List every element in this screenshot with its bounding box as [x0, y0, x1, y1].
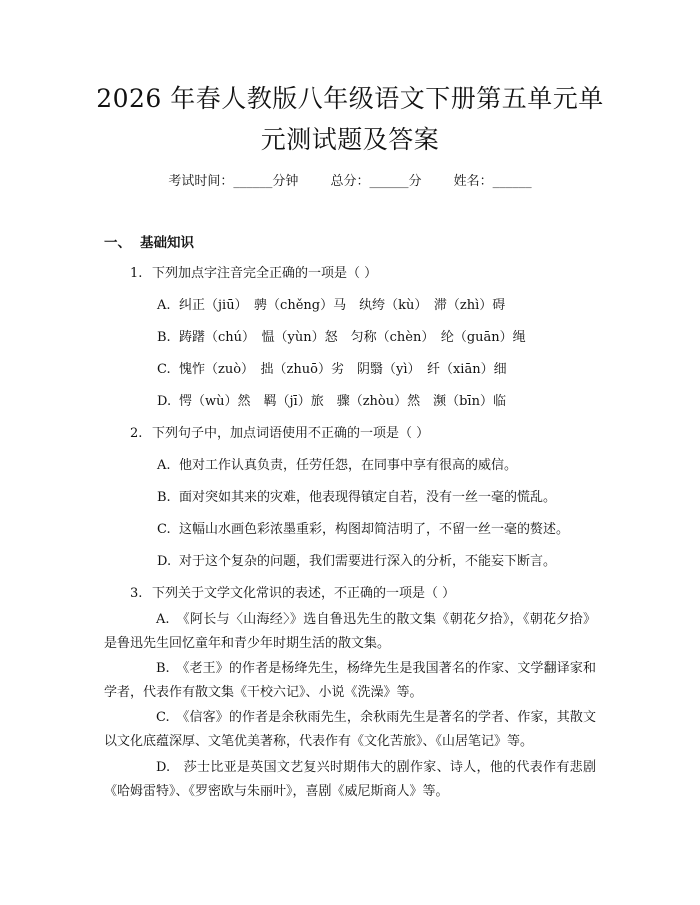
- option-text: 对于这个复杂的问题，我们需要进行深入的分析，不能妄下断言。: [179, 554, 557, 569]
- q3-option-d: [104, 756, 596, 804]
- q2-option-d: [157, 550, 556, 569]
- option-letter: C.: [156, 710, 170, 725]
- q3-option-c: [104, 706, 596, 754]
- option-text: 这幅山水画色彩浓墨重彩，构图却简洁明了，不留一丝一毫的赘述。: [179, 522, 570, 537]
- q1-option-c: [157, 358, 507, 377]
- question-number: 1.: [130, 266, 143, 281]
- section-number: 一、: [104, 235, 131, 251]
- section-title: 基础知识: [140, 235, 194, 251]
- student-name-field: 姓名：______: [453, 174, 532, 189]
- option-text: 愕（wù）然 羁（jī）旅 骤（zhòu）然 濒（bīn）临: [179, 394, 506, 409]
- question-text: 下列加点字注音完全正确的一项是（ ）: [152, 266, 378, 281]
- option-letter: D.: [156, 760, 171, 775]
- option-letter: B.: [156, 661, 170, 676]
- option-text: 愧怍（zuò） 拙（zhuō）劣 阴翳（yì） 纤（xiān）细: [179, 362, 507, 377]
- q1-option-b: [157, 326, 526, 345]
- option-letter: A.: [157, 458, 171, 473]
- option-text: 踌躇（chú） 愠（yùn）怒 匀称（chèn） 纶（guān）绳: [179, 330, 526, 345]
- q1-option-a: [157, 294, 505, 313]
- question-number: 2.: [130, 426, 143, 441]
- option-text: 他对工作认真负责，任劳任怨，在同事中享有很高的威信。: [179, 458, 518, 473]
- q2-option-a: [157, 454, 517, 473]
- exam-info: [0, 170, 700, 189]
- option-text: 《老王》的作者是杨绛先生，杨绛先生是我国著名的作家、文学翻译家和学者，代表作有散文集《干校六记》、小说《洗澡》等。: [104, 661, 596, 700]
- option-text: 面对突如其来的灾难，他表现得镇定自若，没有一丝一毫的慌乱。: [179, 490, 557, 505]
- question-2: [130, 422, 429, 441]
- q2-option-b: [157, 486, 556, 505]
- option-letter: B.: [157, 490, 171, 505]
- option-text: 《阿长与〈山海经〉》选自鲁迅先生的散文集《朝花夕拾》，《朝花夕拾》是鲁迅先生回忆童年和青少年时期生活的散文集。: [104, 612, 596, 651]
- question-3: [130, 582, 455, 601]
- option-letter: B.: [157, 330, 171, 345]
- q3-option-a: [104, 608, 596, 656]
- exam-time-field: 考试时间：______分钟: [168, 174, 299, 189]
- section-heading-1: [104, 231, 194, 251]
- option-letter: C.: [157, 362, 171, 377]
- title-line-1: 2026 年春人教版八年级语文下册第五单元单: [96, 84, 604, 113]
- q2-option-c: [157, 518, 569, 537]
- document-title: [60, 78, 640, 160]
- option-text: 《信客》的作者是余秋雨先生，余秋雨先生是著名的学者、作家，其散文以文化底蕴深厚、文笔优美著称，代表作有《文化苦旅》、《山居笔记》等。: [104, 710, 596, 749]
- question-text: 下列关于文学文化常识的表述，不正确的一项是（ ）: [152, 586, 456, 601]
- q1-option-d: [157, 390, 506, 409]
- question-text: 下列句子中，加点词语使用不正确的一项是（ ）: [152, 426, 430, 441]
- option-letter: D.: [157, 554, 172, 569]
- question-1: [130, 262, 377, 281]
- option-letter: A.: [156, 612, 170, 627]
- option-letter: C.: [157, 522, 171, 537]
- title-line-2: 元测试题及答案: [260, 125, 440, 154]
- option-letter: D.: [157, 394, 172, 409]
- option-text: 纠正（jiū） 骋（chěng）马 纨绔（kù） 滞（zhì）碍: [179, 298, 506, 313]
- option-text: 莎士比亚是英国文艺复兴时期伟大的剧作家、诗人，他的代表作有悲剧《哈姆雷特》、《罗密欧与朱丽叶》，喜剧《威尼斯商人》等。: [104, 760, 596, 799]
- question-number: 3.: [130, 586, 143, 601]
- q3-option-b: [104, 657, 596, 705]
- option-letter: A.: [157, 298, 171, 313]
- total-score-field: 总分：______分: [330, 174, 422, 189]
